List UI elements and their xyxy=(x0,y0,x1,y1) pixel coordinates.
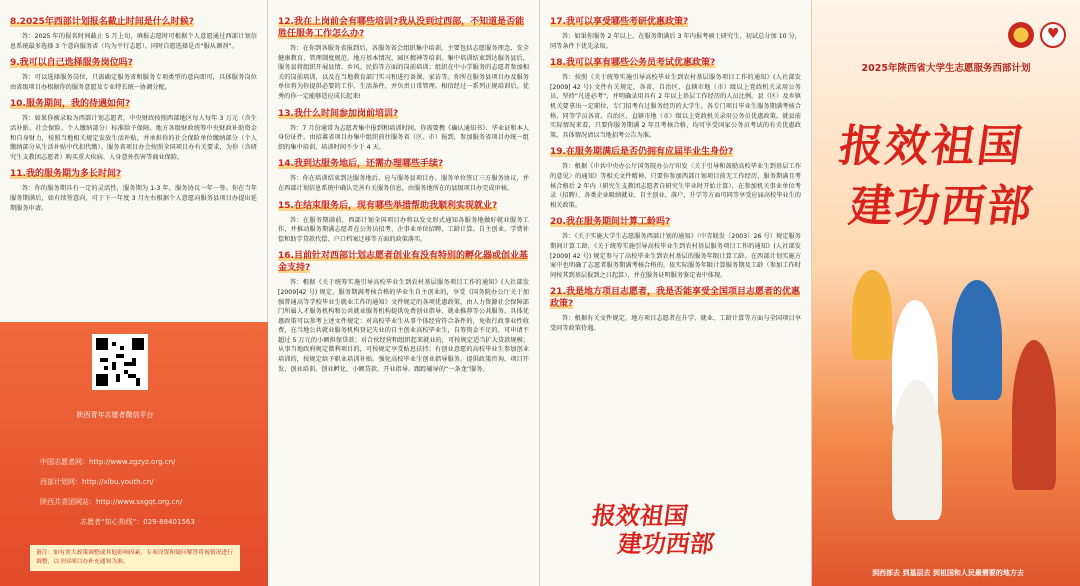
question-17: 17.我可以享受哪些考研优惠政策? xyxy=(550,17,689,27)
cover-header: 2025年陕西省大学生志愿服务西部计划 xyxy=(861,63,1031,74)
answer-9: 答：可以选择服务岗位，只需确定服务省和服务专项类型的意向即可，具体服务岗位由省级项目办根据你的服务意愿及专业特长统一协调分配。 xyxy=(10,74,257,91)
answer-12: 答：在你到各服务省报到后，各服务省会组织集中培训，主要包括志愿服务理念、安全健康教育、管理制度规范、地方基本情况、园区精神等培训。集中培训结束到达服务县后，服务县将组织开展县情、乡风、民俗等方面的岗前培训；组织在中小学服务的志愿者参加相关的岗前培训，以及在当地教育部门实习和进行备课、家访等。你所在服务县项目办及服务单位将为你提供必要的工作、生活条件，并负责日常管理。相信经过一系列正规培训后，优秀的你一定能够适应成长起来! xyxy=(278,45,529,100)
link-sxgqt[interactable]: 陕西共青团网站：http://www.sxgqt.org.cn/ xyxy=(40,498,183,506)
question-21: 21.我是地方项目志愿者，我是否能享受全国项目志愿者的优惠政策? xyxy=(550,287,800,310)
cover-panel xyxy=(812,0,1080,586)
panel-3 xyxy=(540,0,812,586)
answer-14: 答：你在培训结束到达服务地后，应与服务县项目办、服务单位签订三方服务协议，并在西部计划信息系统中确认完善有关服务信息，由服务地所在的县级项目办完成审核。 xyxy=(278,175,529,192)
farmer-figure-icon xyxy=(852,270,892,360)
question-11: 11.我的服务期为多长时间? xyxy=(10,169,122,180)
question-16: 16.目前针对西部计划志愿者创业有没有特别的孵化器或创业基金支持? xyxy=(278,251,528,274)
slogan-calligraphy xyxy=(586,502,720,558)
link-xibu[interactable]: 西部计划网：http://xibu.youth.cn/ xyxy=(40,478,154,486)
panel-2 xyxy=(268,0,540,586)
question-20: 20.我在服务期间计算工龄吗? xyxy=(550,217,671,228)
answer-16: 答：根据《关于统筹实施引导高校毕业生到农村基层服务项目工作的通知》(人社部发 [2009]42 号) 规定，服务期满考核合格的毕业生自主创业的，享受《国务院办公厅关于加强普通高等学校毕业生就业工作的通知》文件规定的各项优惠政策，由人力资源社会保障部门所属人才服务机构和公共就业服务机构提供免费创业指导、就业推荐等公共服务。具体优惠政策可以参考上述文件规定：对高校毕业生从事个体经营符合条件的，免收行政事业性收费，在当地公共就业服务机构登记失业的自主创业高校毕业生，自筹资金不足的，可申请不超过 5 万元的小额担保贷款；对合伙经营和组织起来就业的，可按规定适当扩大贷款规模；从事当地政府规定微利项目的，可按规定享受贴息扶持；有创业意愿的高校毕业生参加创业培训的，按规定给予职业培训补贴。强化高校毕业生创业指导服务，提供政策咨询、项目开发、创业培训、创业孵化、小额贷款、开业指导、跟踪辅导的“一条龙”服务。 xyxy=(278,279,529,373)
answer-15: 答：在服务期满前，西部计划全国项目办将以发文形式通知各服务地做好就业服务工作，并推动服务期满志愿者在公务员招考、企事业单位招聘、工龄计算、自主创业、学费补偿和助学贷款代偿、户口档案迁移等方面的政策落实。 xyxy=(278,216,529,243)
cover-title-line-1: 报效祖国 xyxy=(835,121,1027,172)
answer-11: 答：你的服务期具有一定的灵活性，服务期为 1-3 年，服务协议一年一签。你在当年服务期满后，如有续签意向，可于下一年度 3 月左右根据个人意愿向服务县项目办提出延期服务申请。 xyxy=(10,185,257,212)
answer-20: 答：《关于实施大学生志愿服务西部计划的通知》（中青联发〔2003〕26 号）规定服务期间计算工龄，《关于统筹实施引导高校毕业生到农村基层服务项目工作的通知》(人社部发 [2009] 42 号) 规定参与了高校毕业生到农村基层的服务年限计算工龄。在西部计划实施方案中也明确了志愿者服务期满考核合格的，依实际服务年限计算服务期及工龄（参加工作时间按其到基层报到之日起算），并在服务证明服务鉴定表中体现。 xyxy=(550,233,801,279)
youth-league-emblem-icon xyxy=(1008,22,1034,48)
question-10: 10.服务期间，我的待遇如何? xyxy=(10,99,131,110)
question-13: 13.我什么时间参加岗前培训? xyxy=(278,108,399,119)
camera-figure-icon xyxy=(1012,340,1056,490)
question-8: 8.2025年西部计划报名截止时间是什么时候? xyxy=(10,17,194,27)
question-18: 18.我可以享有哪些公务员考试优惠政策? xyxy=(550,58,716,69)
answer-18: 答：按照《关于统筹实施引导高校毕业生到农村基层服务项目工作的通知》(人社部发 [2009] 42 号) 文件有关规定，各省、自治区、直辖市地（市）级以上党政机关录用公务员，坚持“凡进必考”，并明确录用具有 2 年以上基层工作经历的人员比例。县（区）及乡镇机关要拿出一定职位，专门招考有过服务经历的大学生。各专门项目毕业生服务期满考核合格，同等学员各省、自治区、直辖市地（市）级以上党政机关录用公务员优惠政策。就县前实际情况来看，只要你服务期满 2 年且考核合格，均可享受国家公务员考试的有关优惠政策，具体情况请以当地招考公告为准。 xyxy=(550,74,801,139)
slogan-line-2: 建功西部 xyxy=(616,529,717,558)
links-list xyxy=(40,452,230,532)
question-9: 9.我可以自己选择服务岗位吗? xyxy=(10,58,133,69)
qr-label: 陕西青年志愿者微信平台 xyxy=(76,411,154,419)
volunteer-heart-icon xyxy=(1040,22,1066,48)
question-14: 14.我到达服务地后，还需办理哪些手续? xyxy=(278,159,444,170)
teacher-figure-icon xyxy=(892,380,942,520)
question-15: 15.在结束服务后，现有哪些举措帮助我顺利实现就业? xyxy=(278,200,498,211)
slogan-line-1: 报效祖国 xyxy=(590,501,691,530)
question-19: 19.在服务期满后是否仍拥有应届毕业生身份? xyxy=(550,147,734,158)
hotline: 志愿者“知心热线”：029-88401563 xyxy=(80,518,195,526)
note: 备注：如有重大政策调整或其他影响因素，专项设置和疑问解答将视情况进行调整，以全国项目办补充通知为准。 xyxy=(30,545,240,571)
cover-tagline: 到西部去 到基层去 到祖国和人民最需要的地方去 xyxy=(872,569,1024,577)
answer-17: 答：如果你服务 2 年以上，在服务期满后 3 年内报考硕士研究生，初试总分加 10 分，同等条件下优先录取。 xyxy=(550,33,801,50)
cover-title-line-2: 建功西部 xyxy=(845,181,1037,232)
question-12: 12.我在上岗前会有哪些培训?我从没到过西部，不知道是否能胜任服务工作怎么办? xyxy=(278,17,525,39)
volunteer-figure-icon xyxy=(952,280,1002,400)
answer-10: 答：如果你被录取为西部计划志愿者，中央财政按照西部地区每人每年 3 万元（含生活补贴、社会保险、个人缴纳部分）标准给予保障。地方各级财政统筹中央财政补助资金和自身财力，按照当地相关规定发放生活补贴，并承担你的社会保险单位缴纳部分（个人缴纳部分从生活补贴中代扣代缴）。服务省项目办会按照全国项目办有关要求，为你（含研究生支教团志愿者）购买重大疾病、人身意外伤害等商业保险。 xyxy=(10,115,257,161)
link-zgzyz[interactable]: 中国志愿者网：http://www.zgzyz.org.cn/ xyxy=(40,458,176,466)
qr-code-icon xyxy=(92,334,148,390)
answer-8: 答：2025 年的报名时间截止 5 月上旬，填报志愿时可根据个人意愿通过西部计划信息系统最多选择 3 个意向服务省（均为平行志愿）。同时自愿选择是否“服从调剂”。 xyxy=(10,33,257,50)
answer-21: 答：根据有关文件规定，地方项目志愿者在升学、就业、工龄计算等方面与全国项目享受同等政策待遇。 xyxy=(550,315,801,332)
answer-19: 答：根据《中共中央办公厅国务院办公厅印发〈关于引导和鼓励高校毕业生到基层工作的意见〉的通知》等相关文件精神，只要你参加西部计划项目前无工作经历，服务期满且考核合格后 2 年内（研究生支教团志愿者自研究生毕业时开始计算），在参加机关事业单位考录（招聘）、各类企业吸纳就业、自主创业、落户、升学等方面可同等享受应届高校毕业生的相关政策。 xyxy=(550,163,801,209)
answer-13: 答：7 月份通常为志愿者集中报到和培训时间。你需要携《确认通知书》、毕业证和本人身份证件，由招募省项目办集中组织前往服务省（区、市）报到，参加服务省项目办统一组织的集中培训，培训时间不少于 4 天。 xyxy=(278,124,529,151)
